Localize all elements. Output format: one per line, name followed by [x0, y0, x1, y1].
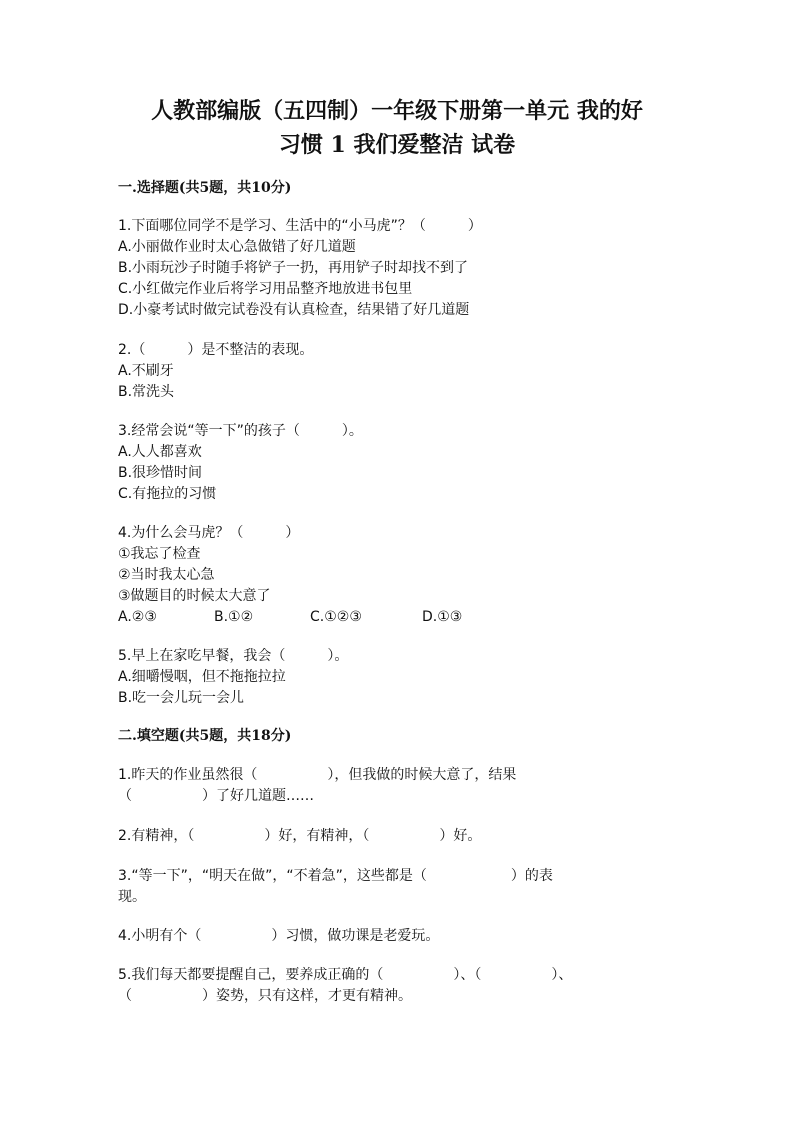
fill-question-1-line-2: （ ）了好几道题…… [118, 788, 314, 804]
title-line-1: 人教部编版（五四制）一年级下册第一单元 我的好 [151, 98, 643, 124]
fill-question-2-line-1: 2.有精神，（ ）好，有精神，（ ）好。 [118, 828, 482, 844]
title-line-2: 习惯 1 我们爱整洁 试卷 [278, 132, 516, 158]
question-3-option-a: A.人人都喜欢 [118, 444, 202, 460]
question-5-option-b: B.吃一会儿玩一会儿 [118, 690, 245, 706]
fill-question-1-line-1: 1.昨天的作业虽然很（ ），但我做的时候大意了，结果 [118, 767, 517, 783]
question-5-option-a: A.细嚼慢咽，但不拖拖拉拉 [118, 669, 286, 685]
question-1-option-d: D.小豪考试时做完试卷没有认真检查，结果错了好几道题 [118, 302, 470, 318]
question-4-option-b: B.①② [214, 609, 254, 625]
fill-question-5-line-1: 5.我们每天都要提醒自己，要养成正确的（ ）、（ ）、 [118, 967, 573, 983]
question-3-stem: 3.经常会说“等一下”的孩子（ ）。 [118, 423, 363, 439]
question-1-option-c: C.小红做完作业后将学习用品整齐地放进书包里 [118, 281, 413, 297]
question-4-option-a: A.②③ [118, 609, 157, 625]
section-heading-choice: 一.选择题(共5题，共10分) [118, 180, 292, 196]
fill-question-4-line-1: 4.小明有个（ ）习惯，做功课是老爱玩。 [118, 928, 440, 944]
question-1-stem: 1.下面哪位同学不是学习、生活中的“小马虎”？（ ） [118, 218, 482, 234]
question-3-option-b: B.很珍惜时间 [118, 465, 203, 481]
question-4-stem: 4.为什么会马虎？（ ） [118, 525, 300, 541]
question-4-options [118, 607, 462, 627]
question-4-item-2: ②当时我太心急 [118, 567, 215, 583]
question-2-stem: 2.（ ）是不整洁的表现。 [118, 342, 314, 358]
fill-question-3-line-1: 3.“等一下”，“明天在做”，“不着急”，这些都是（ ）的表 [118, 868, 553, 884]
question-2-option-a: A.不刷牙 [118, 363, 174, 379]
fill-question-5-line-2: （ ）姿势，只有这样，才更有精神。 [118, 988, 412, 1004]
fill-question-3-line-2: 现。 [118, 889, 146, 905]
question-5-stem: 5.早上在家吃早餐，我会（ ）。 [118, 648, 349, 664]
question-3-option-c: C.有拖拉的习惯 [118, 486, 217, 502]
question-1-option-a: A.小丽做作业时太心急做错了好几道题 [118, 239, 356, 255]
question-2-option-b: B.常洗头 [118, 384, 175, 400]
question-4-option-d: D.①③ [422, 609, 463, 625]
question-4-item-1: ①我忘了检查 [118, 546, 201, 562]
question-4-option-c: C.①②③ [310, 609, 362, 625]
question-1-option-b: B.小雨玩沙子时随手将铲子一扔，再用铲子时却找不到了 [118, 260, 469, 276]
question-4-item-3: ③做题目的时候太大意了 [118, 588, 271, 604]
section-heading-fill: 二.填空题(共5题，共18分) [118, 728, 292, 744]
